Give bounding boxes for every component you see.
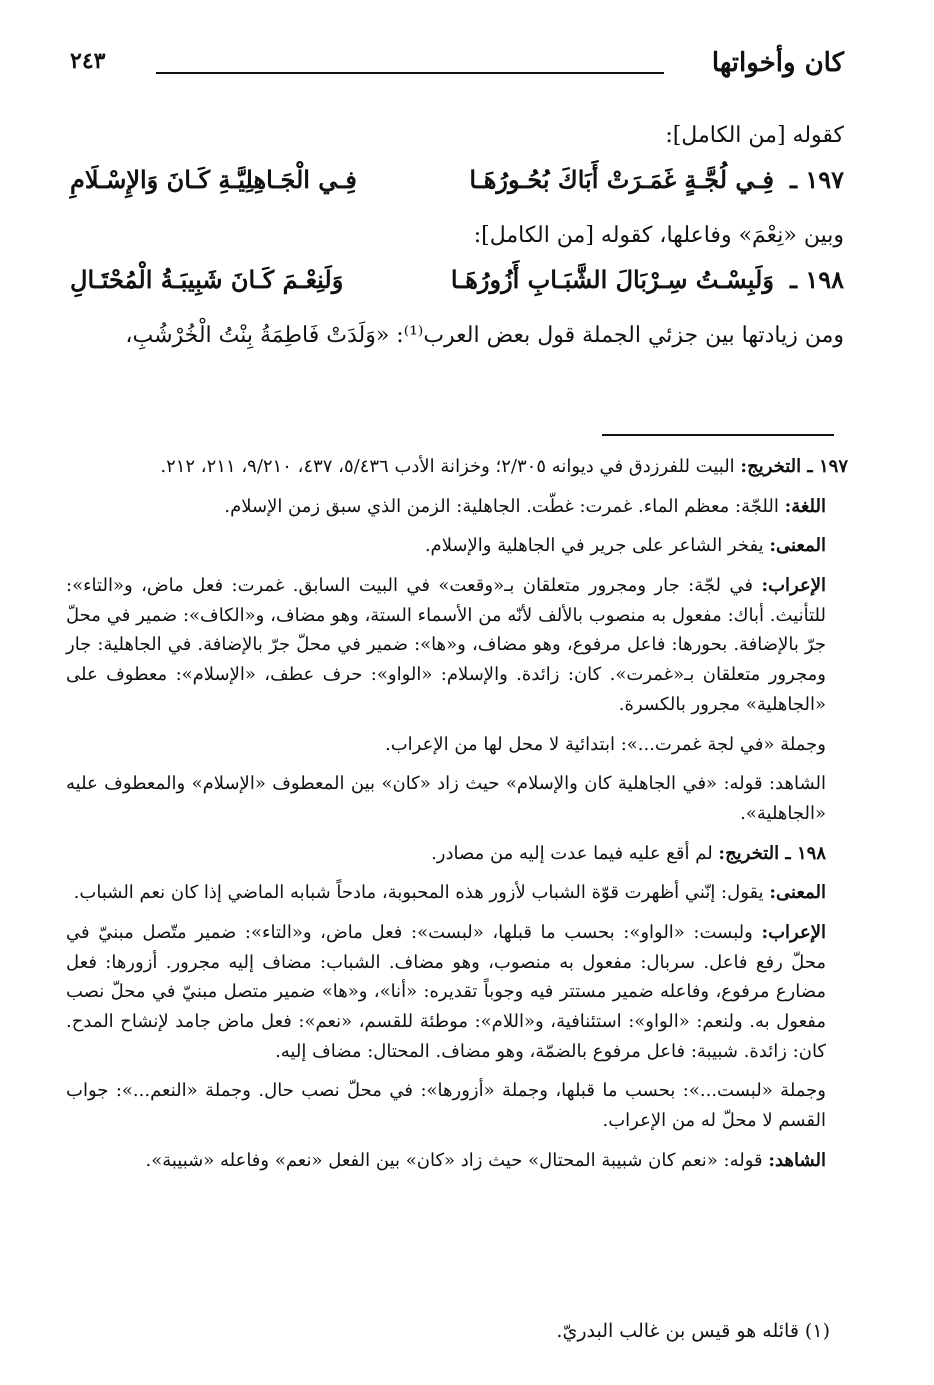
note-197-evidence: الشاهد: قوله: «في الجاهلية كان والإسلام» حيث زاد «كان» بين المعطوف «الإسلام» والمعطوف عليه «الجاهلية».	[66, 773, 826, 824]
note-197-meaning	[66, 531, 848, 561]
note-label: ١٩٨ ـ التخريج:	[718, 842, 826, 864]
commentary	[66, 452, 848, 1185]
note-label: المعنى:	[769, 535, 826, 557]
note-label: اللغة:	[784, 495, 826, 517]
note-197-irab	[66, 571, 848, 719]
intro-197: كقوله [من الكامل]:	[665, 123, 844, 148]
note-197-sentence: وجملة «في لجة غمرت...»: ابتدائية لا محل لها من الإعراب.	[385, 733, 826, 755]
note-197-source	[66, 452, 848, 482]
note-text: يقول: إنّني أظهرت قوّة الشباب لأزور هذه المحبوبة، مادحاً شبابه الماضي إذا كان نعم الشباب.	[73, 882, 764, 904]
note-text: لم أقع عليه فيما عدت إليه من مصادر.	[431, 842, 713, 864]
note-label: المعنى:	[769, 882, 826, 904]
page-header	[70, 48, 844, 88]
running-title: كان وأخواتها	[711, 48, 844, 78]
verse-second-hemistich: وَلَنِعْـمَ كَـانَ شَبِيبَـةُ الْمُحْتَـالِ	[70, 265, 344, 295]
note-label: الشاهد:	[768, 1149, 826, 1171]
verse-number: ١٩٧ ـ	[789, 165, 844, 195]
note-label: الإعراب:	[761, 921, 826, 943]
note-197-lugha	[66, 492, 848, 522]
verse-first-hemistich: وَلَبِسْـتُ سِـرْبَالَ الشَّبَـابِ أَزُورُهَـا	[450, 265, 774, 295]
note-text: قوله: «نعم كان شبيبة المحتال» حيث زاد «كان» بين الفعل «نعم» وفاعله «شبيبة».	[145, 1149, 763, 1171]
note-198-sentence: وجملة «لبست...»: بحسب ما قبلها، وجملة «أزورها»: في محلّ نصب حال. وجملة «النعم...»: جواب القسم لا محلّ له من الإعراب.	[66, 1080, 826, 1132]
intro-198: وبين «نِعْمَ» وفاعلها، كقوله [من الكامل]:	[473, 223, 844, 249]
main-text	[70, 118, 844, 366]
footnote-separator	[602, 434, 834, 436]
verse-second-hemistich: فِـي الْجَـاهِلِيَّـةِ كَـانَ وَالإِسْـلَامِ	[70, 165, 357, 195]
note-label: الإعراب:	[761, 575, 826, 597]
footnote: (١) قائله هو قيس بن غالب البدريّ.	[556, 1320, 830, 1342]
page-number: ٢٤٣	[70, 48, 106, 74]
note-198-evidence	[66, 1146, 848, 1176]
note-text: في لجّة: جار ومجرور متعلقان بـ«وقعت» في البيت السابق. غمرت: فعل ماض، و«التاء»: للتأنيث. أباك: مفعول به منصوب بالألف لأنّه من الأسماء الستة، وهو مضاف، و«الكاف»: ضمير في محلّ جرّ بالإضافة. بحورها: فاعل مرفوع، وهو مضاف، و«ها»: ضمير في محلّ جرّ بالإضافة. في الجاهلية: جار ومجرور متعلقان بـ«غمرت». كان: زائدة. والإسلام: «الواو»: حرف عطف، «الإسلام»: معطوف على «الجاهلية» مجرور بالكسرة.	[66, 575, 826, 715]
note-text: ولبست: «الواو»: بحسب ما قبلها، «لبست»: فعل ماض، و«التاء»: ضمير متّصل مبنيّ في محلّ رفع فاعل. سربال: مفعول به منصوب، وهو مضاف. الشباب: مضاف إليه مجرور. أزورها: فعل مضارع مرفوع، وفاعله ضمير مستتر فيه وجوباً تقديره: «أنا»، و«ها» ضمير متصل مبنيّ في محلّ نصب مفعول به. ولنعم: «الواو»: استئنافية، و«اللام»: موطئة للقسم، «نعم»: فعل ماض جامد لإنشاح المدح. كان: زائدة. شبيبة: فاعل مرفوع بالضمّة، وهو مضاف. المحتال: مضاف إليه.	[66, 921, 826, 1062]
note-text: البيت للفرزدق في ديوانه ٢/٣٠٥؛ وخزانة الأدب ٥/٤٣٦، ٤٣٧، ٩/٢١٠، ٢١١، ٢١٢.	[160, 456, 735, 477]
addition-paragraph: ومن زيادتها بين جزئي الجملة قول بعض العرب⁽¹⁾: «وَلَدَتْ فَاطِمَةُ بِنْتُ الْخُرْشُبِ،	[125, 323, 844, 349]
note-198-source	[66, 839, 848, 869]
note-label: ١٩٧ ـ التخريج:	[740, 456, 848, 477]
note-198-meaning	[66, 878, 848, 908]
verse-first-hemistich: فِـي لُجَّـةٍ غَمَـرَتْ أَبَاكَ بُحُـورُهَـا	[469, 165, 774, 195]
header-rule	[156, 72, 664, 74]
verse-198	[70, 265, 844, 294]
note-text: يفخر الشاعر على جرير في الجاهلية والإسلام.	[424, 535, 764, 557]
verse-197	[70, 165, 844, 194]
verse-number: ١٩٨ ـ	[789, 265, 844, 295]
note-198-irab	[66, 918, 848, 1066]
note-text: اللجّة: معظم الماء. غمرت: غطّت. الجاهلية: الزمن الذي سبق زمن الإسلام.	[224, 495, 779, 517]
